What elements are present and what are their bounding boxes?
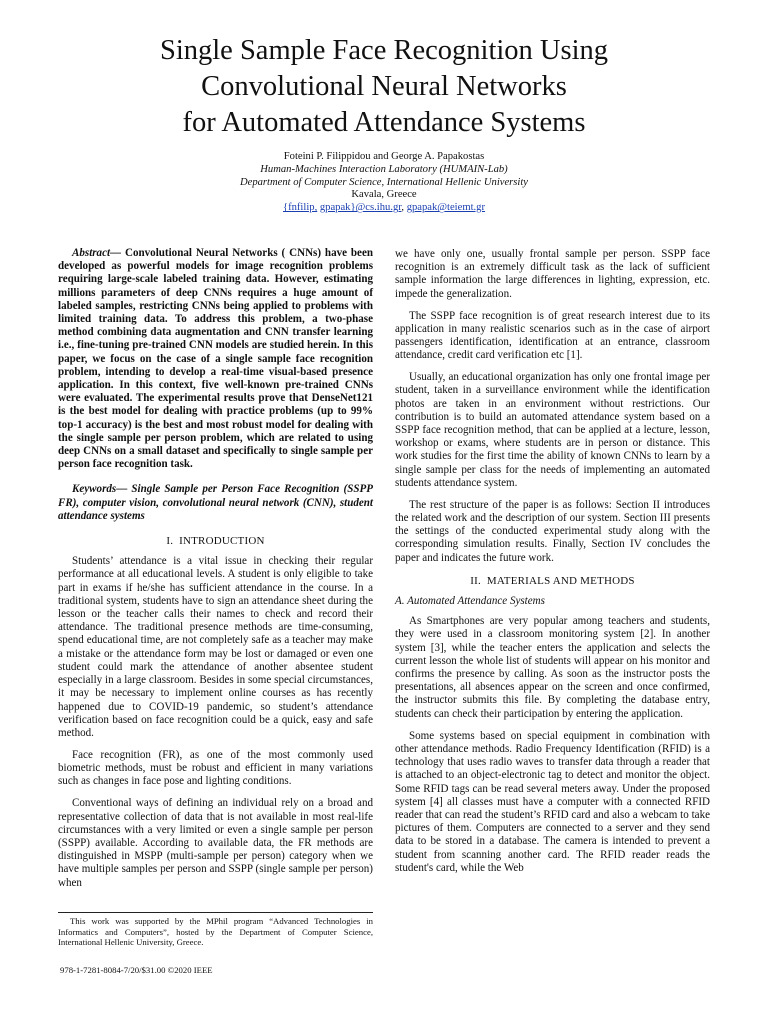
abstract bbox=[58, 247, 373, 471]
intro-paragraph-1: Students’ attendance is a vital issue in checking their regular performance at all educational levels. A student is only eligible to take part in exams if he/she has sufficient attendance in the course. In a traditional system, students have to sign an attendance sheet during the lesson or the teacher calls their names to check and record their attendance. The traditional presence methods are time-consuming, spend educational time, are not completely safe as a teacher may make a mistake or the attendance form may be lost or damaged or even one student could mark the attendance of another absentee student especially in a large classroom. Besides in some special circumstances, it may be necessary to implement online courses as has recently happened due to COVID-19 pandemic, so student’s attendance verification based on face recognition could be a quick, easy and safe method. bbox=[58, 555, 373, 739]
left-column bbox=[58, 247, 373, 899]
intro-paragraph-6: Usually, an educational organization has only one frontal image per student, taken in a surveillance environment while the identification photos are taken in an environment without restrictions. Our contribution is to build an automated attendance system based on a SSPP face recognition method, that can be applied at a lecture, lesson, workshop or exams, where students are in person or distance. This work studies for the first time the ability of known CNNs to learn by a single sample per class for the needs of implementing an automated students attendance system. bbox=[395, 371, 710, 489]
email-separator: , bbox=[401, 202, 405, 214]
section-number: II. bbox=[470, 574, 481, 587]
abstract-label: Abstract— bbox=[72, 247, 122, 259]
author-lab: Human-Machines Interaction Laboratory (HUMAIN-Lab) bbox=[260, 163, 508, 175]
right-column bbox=[395, 248, 710, 884]
title-line-2: Convolutional Neural Networks bbox=[201, 71, 567, 102]
section-title-initial: M bbox=[486, 574, 497, 587]
paper-title bbox=[40, 33, 728, 141]
keywords-label: Keywords— bbox=[72, 483, 128, 496]
section-title-rest: ETHODS bbox=[590, 574, 635, 587]
author-department: Department of Computer Science, International Hellenic University bbox=[239, 176, 529, 188]
email-link-2[interactable]: gpapak}@cs.ihu.gr bbox=[319, 202, 402, 214]
intro-paragraph-5: The SSPP face recognition is of great research interest due to its application in many realistic scenarios such as in the case of airport passengers identification, identification at an entrance, classroom attendance, credit card verification etc [1]. bbox=[395, 309, 710, 362]
intro-paragraph-4: we have only one, usually frontal sample per person. SSPP face recognition is an extremely difficult task as the lack of sufficient sample information the large differences in lighting, expression, etc. impede the generalization. bbox=[395, 248, 710, 300]
intro-paragraph-3: Conventional ways of defining an individual rely on a broad and representative collection of data that is not available in most real-life circumstances with a very limited or even a single sample per person (SSPP) available. According to available data, the FR methods are distinguished in MSPP (multi-sample per person) category when we have multiple samples per person and SSPP (single sample per person) when bbox=[58, 797, 373, 889]
intro-paragraph-7: The rest structure of the paper is as follows: Section II introduces the related work and the description of our system. Section III presents the settings of the conducted experimental study along with the corresponding simulation results. Finally, Section IV concludes the paper and indicates the future work. bbox=[395, 498, 710, 564]
subsection-heading: A. Automated Attendance Systems bbox=[395, 595, 545, 608]
email-link-3[interactable]: gpapak@teiemt.gr bbox=[406, 202, 485, 214]
section-number: I. bbox=[166, 535, 174, 548]
methods-paragraph-2: Some systems based on special equipment in combination with other attendance methods. Radio Frequency Identification (RFID) is a technology that uses radio waves to transfer data through a reader that is attached to an object-electronic tag to detect and monitor the object. Some RFID tags can be read several meters away. Under the proposed system [4] all classes must have a computer with a connected RFID reader that can read the student’s RFID card and also a webcam to take pictures of them. Computers are connected to a server and they send data to be stored in a database. The camera is intended to prevent a student from scanning another card. The RFID reader reads the student's card, while the Web bbox=[395, 729, 710, 874]
section-title-rest: NTRODUCTION bbox=[182, 535, 265, 548]
section-heading-introduction bbox=[58, 535, 373, 548]
footnote-text: This work was supported by the MPhil program “Advanced Technologies in Informatics and Computers”, hosted by the Department of Computer Science, International Hellenic University, Greece. bbox=[58, 916, 373, 948]
author-block bbox=[134, 151, 634, 215]
title-line-3: for Automated Attendance Systems bbox=[182, 107, 586, 138]
author-emails bbox=[134, 202, 634, 215]
section-title-initial: I bbox=[179, 535, 183, 548]
keywords bbox=[58, 483, 373, 523]
section-title-initial: M bbox=[580, 574, 591, 587]
author-names: Foteini P. Filippidou and George A. Papakostas bbox=[283, 151, 485, 162]
section-heading-materials bbox=[395, 575, 710, 588]
intro-paragraph-2: Face recognition (FR), as one of the most commonly used biometric methods, must be robust and efficient in many variations such as changes in face pose and lighting conditions. bbox=[58, 748, 373, 788]
section-title-rest: ATERIALS AND bbox=[496, 574, 578, 587]
title-line-1: Single Sample Face Recognition Using bbox=[159, 35, 609, 66]
keywords-text: Single Sample per Person Face Recognition (SSPP FR), computer vision, convolutional neural network (CNN), student attendance systems bbox=[58, 483, 373, 522]
isbn-copyright: 978-1-7281-8084-7/20/$31.00 ©2020 IEEE bbox=[60, 965, 213, 975]
footnote bbox=[58, 912, 373, 948]
author-city: Kavala, Greece bbox=[351, 189, 417, 201]
methods-paragraph-1: As Smartphones are very popular among teachers and students, they were used in a classroom monitoring system [2]. In another system [3], while the teacher enters the application and selects the current lesson the whole list of students will appear on his monitor and confirms the presence by calling. As soon as the instructor posts the presentations, all absences appear on the screen and once confirmed, the instructor submits this file. By completing the database entry, students can check their participation by entering the application. bbox=[395, 615, 710, 720]
abstract-text: Convolutional Neural Networks ( CNNs) have been developed as powerful models for image recognition problems requiring large-scale labeled training data. However, estimating millions parameters of deep CNNs requires a huge amount of labeled samples, restricting CNNs being applied to problems with limited training data. To address this problem, a two-phase method combining data augmentation and CNN transfer learning i.e., fine-tuning pre-trained CNN models are studied herein. In this paper, we focus on the case of a single sample face recognition problem, intending to develop a real-time visual-based presence application. In this context, five well-known pre-trained CNNs were evaluated. The experimental results prove that DenseNet121 is the best model for dealing with practice problems (up to 99% top-1 accuracy) is the best and most robust model for dealing with the single sample per person problem, which are related to using deep CNNs on a small dataset and specifically to single sample per person face recognition task. bbox=[58, 247, 374, 471]
email-link-1[interactable]: {fnfilip, bbox=[283, 202, 318, 214]
